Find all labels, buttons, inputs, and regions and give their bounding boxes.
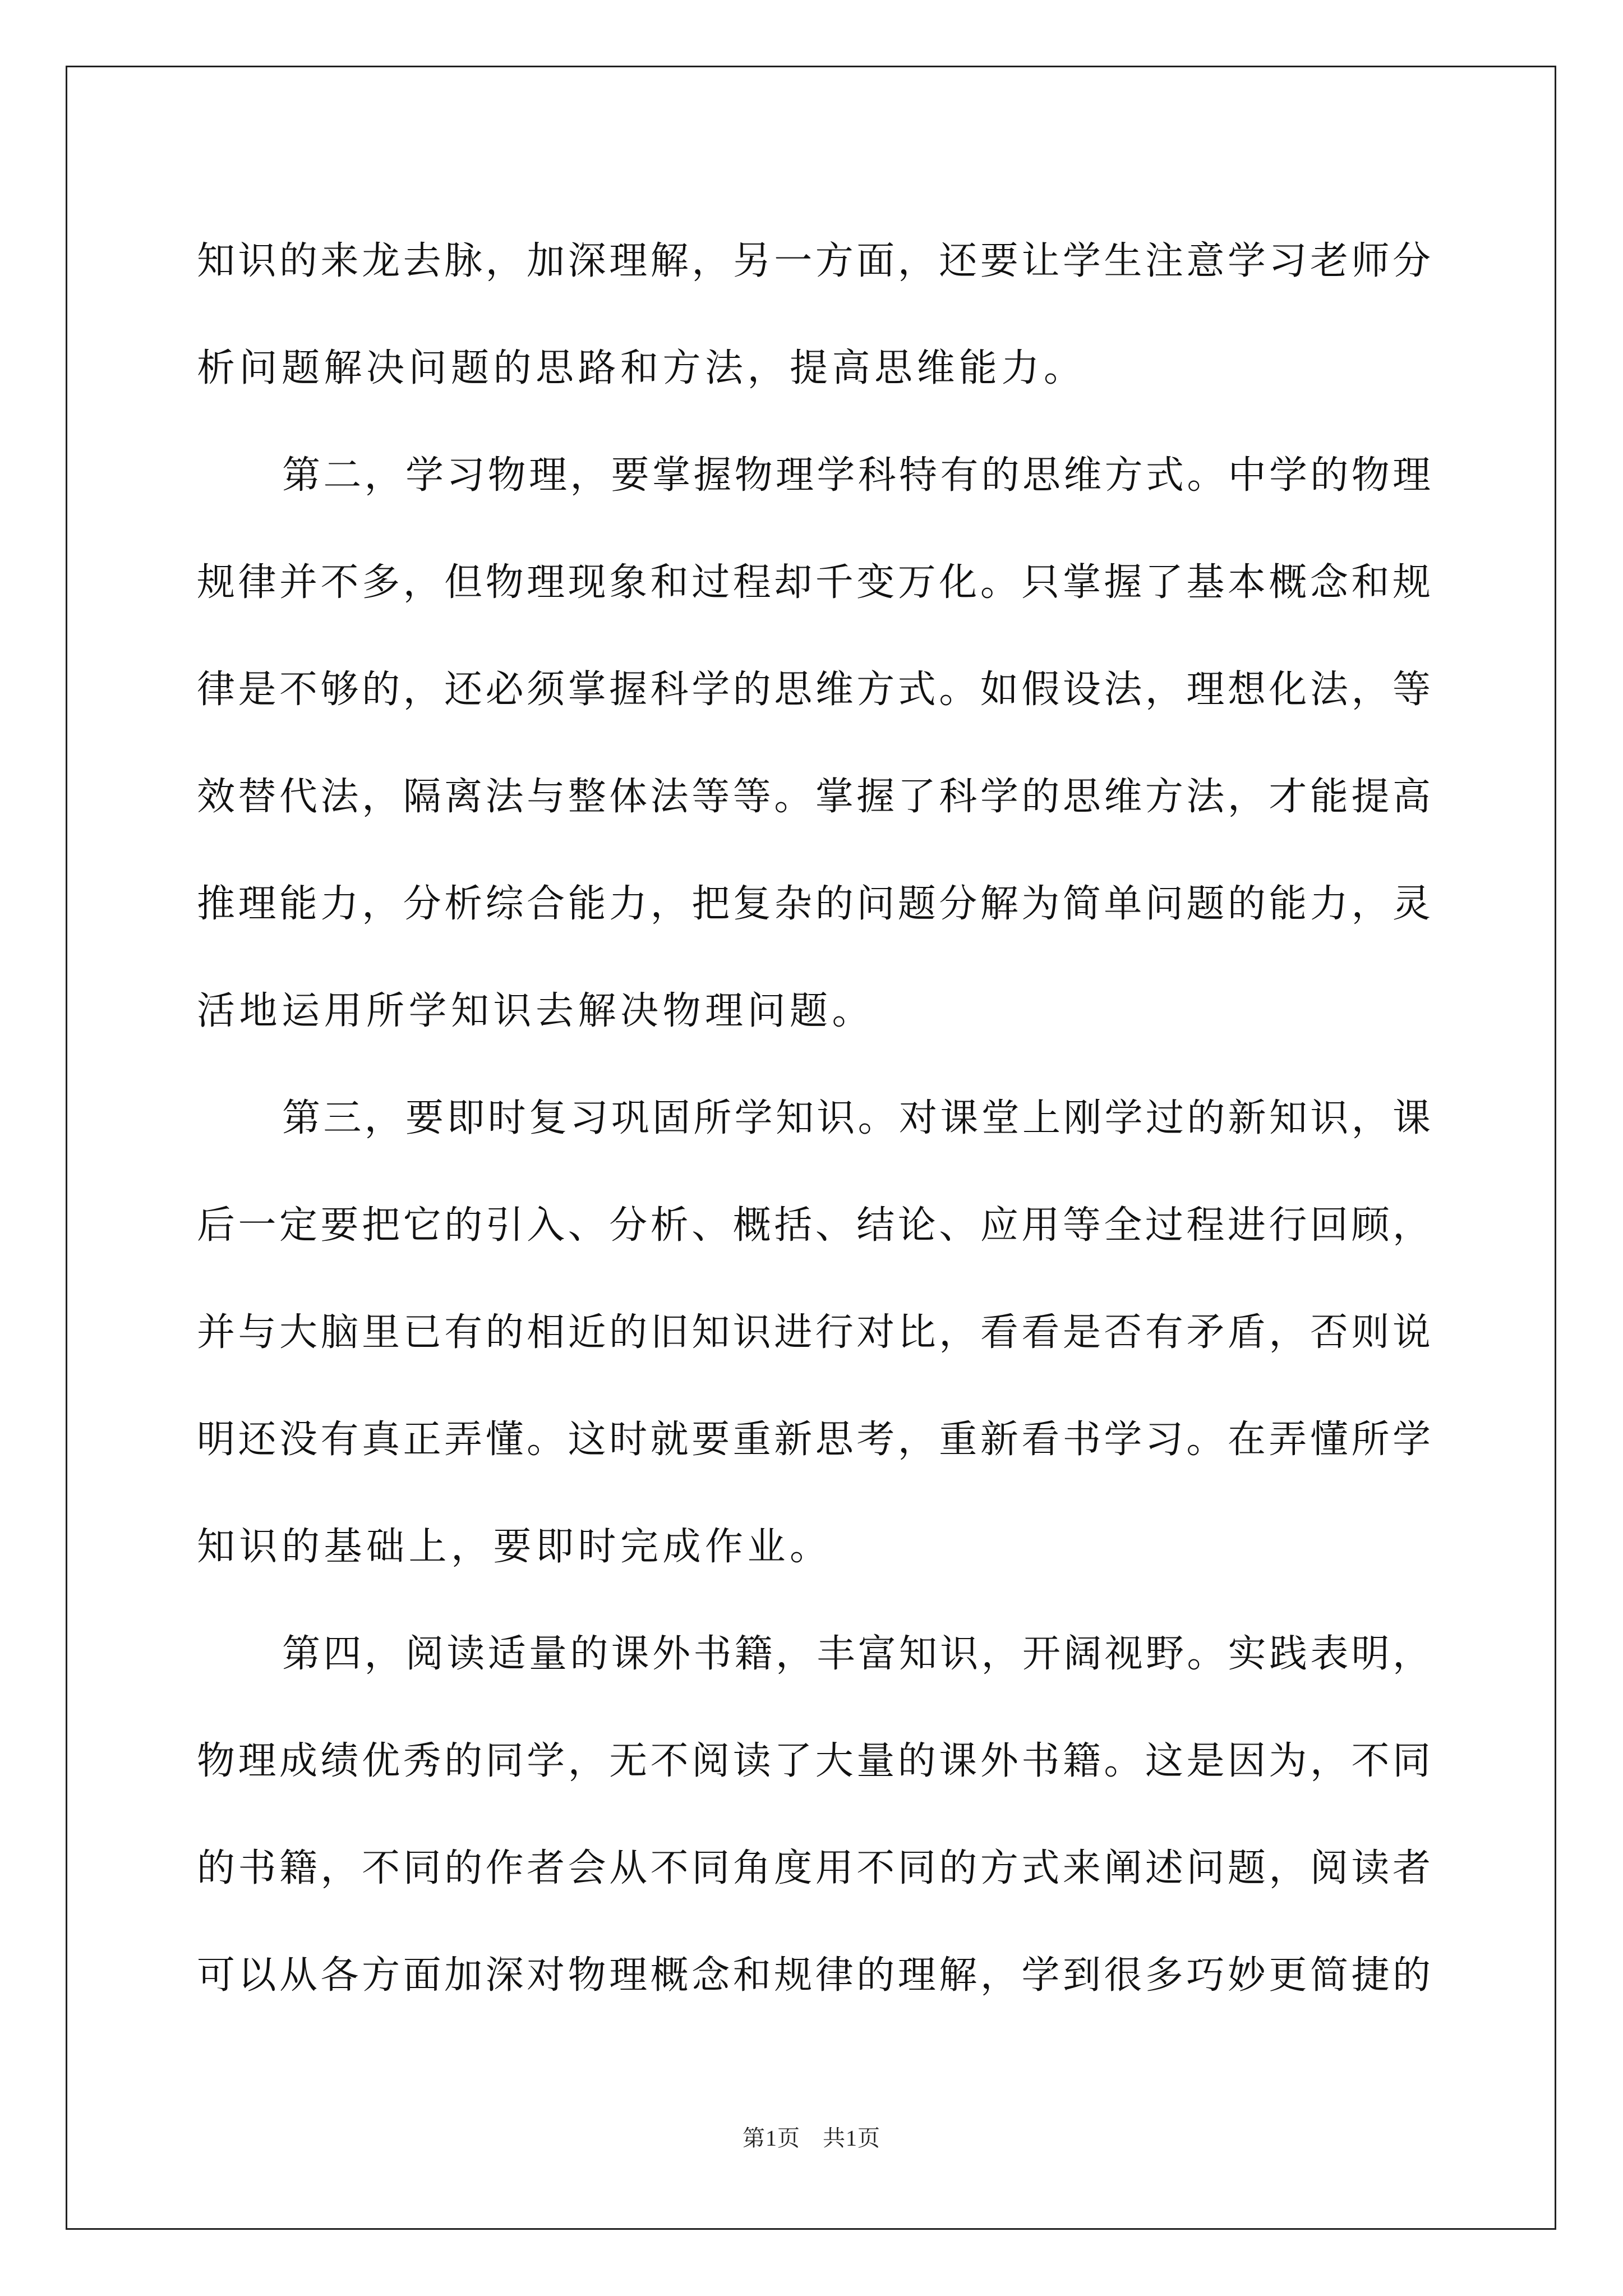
text-line: 规律并不多，但物理现象和过程却千变万化。只掌握了基本概念和规 (197, 560, 1431, 605)
text-line: 后一定要把它的引入、分析、概括、结论、应用等全过程进行回顾， (197, 1203, 1431, 1248)
text-line: 效替代法，隔离法与整体法等等。掌握了科学的思维方法，才能提高 (197, 775, 1431, 819)
page-number-total: 共1页 (823, 2125, 880, 2151)
text-line: 可以从各方面加深对物理概念和规律的理解，学到很多巧妙更简捷的 (197, 1953, 1431, 1998)
text-line: 的书籍，不同的作者会从不同角度用不同的方式来阐述问题，阅读者 (197, 1846, 1431, 1890)
paragraph-first-line: 第三，要即时复习巩固所学知识。对课堂上刚学过的新知识，课 (282, 1096, 1431, 1140)
page-footer (0, 2120, 1623, 2152)
text-line: 并与大脑里已有的相近的旧知识进行对比，看看是否有矛盾，否则说 (197, 1310, 1431, 1355)
text-line: 析问题解决问题的思路和方法，提高思维能力。 (197, 346, 1086, 390)
paragraph-first-line: 第二，学习物理，要掌握物理学科特有的思维方式。中学的物理 (282, 453, 1431, 498)
text-line: 明还没有真正弄懂。这时就要重新思考，重新看书学习。在弄懂所学 (197, 1418, 1431, 1462)
text-line: 物理成绩优秀的同学，无不阅读了大量的课外书籍。这是因为，不同 (197, 1739, 1431, 1783)
text-line: 知识的来龙去脉，加深理解，另一方面，还要让学生注意学习老师分 (197, 239, 1431, 283)
paragraph-first-line: 第四，阅读适量的课外书籍，丰富知识，开阔视野。实践表明， (282, 1632, 1431, 1676)
text-line: 知识的基础上，要即时完成作业。 (197, 1525, 832, 1569)
document-body (197, 208, 1431, 2029)
text-line: 律是不够的，还必须掌握科学的思维方式。如假设法，理想化法，等 (197, 668, 1431, 712)
text-line: 推理能力，分析综合能力，把复杂的问题分解为简单问题的能力，灵 (197, 882, 1431, 926)
page-number-current: 第1页 (743, 2125, 800, 2151)
text-line: 活地运用所学知识去解决物理问题。 (197, 989, 875, 1033)
